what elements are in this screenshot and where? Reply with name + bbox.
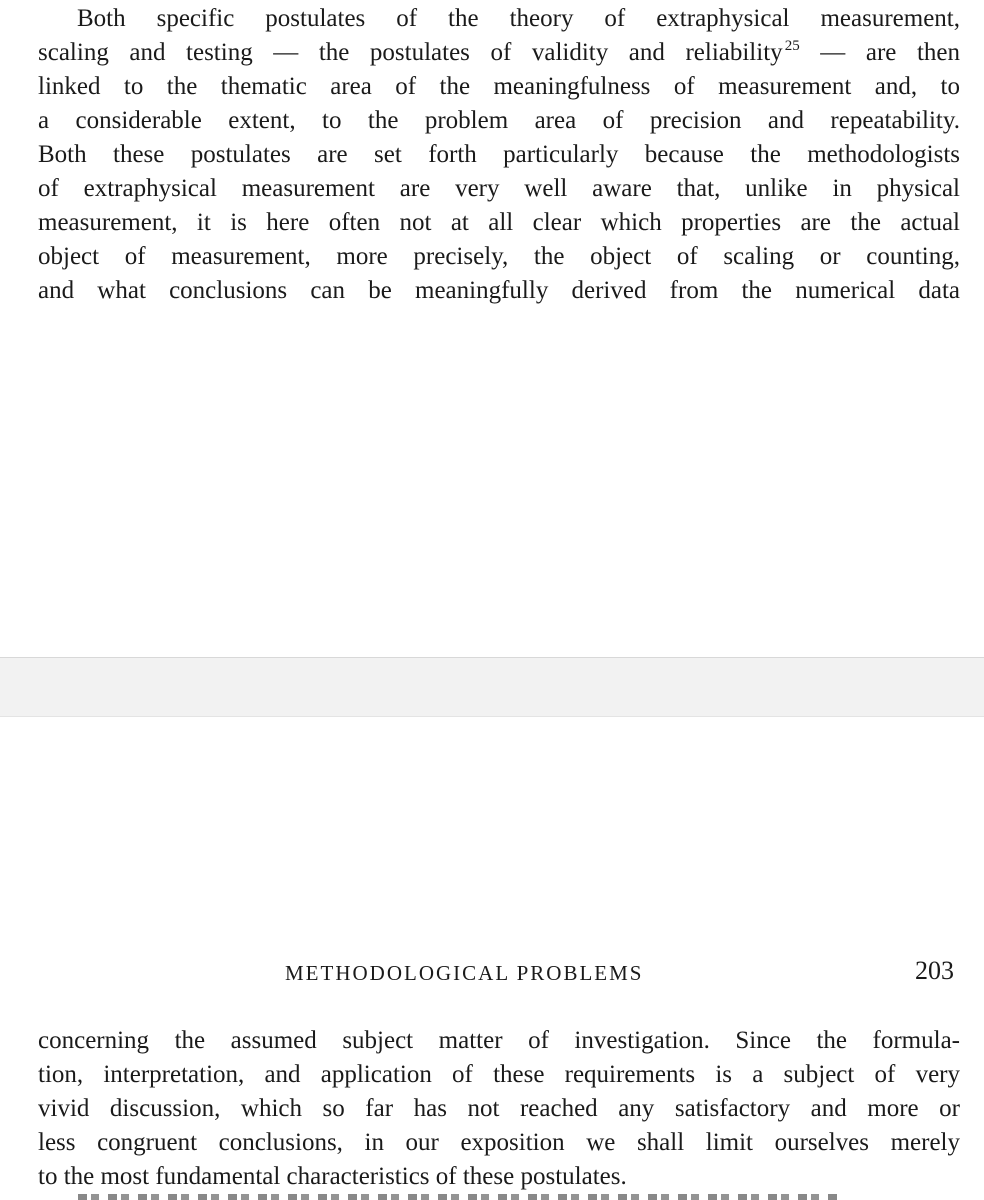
paragraph-line: and what conclusions can be meaningfully derived from the numerical data	[38, 277, 960, 304]
page-number: 203	[915, 956, 954, 985]
paragraph-line: measurement, it is here often not at all clear which properties are the actual	[38, 209, 960, 236]
paragraph-line: vivid discussion, which so far has not reached any satisfactory and more or	[38, 1095, 960, 1122]
footnote-reference[interactable]: 25	[784, 38, 800, 54]
paragraph-line: Both specific postulates of the theory of extraphysical measurement,	[77, 5, 960, 32]
paragraph-line: linked to the thematic area of the meaningfulness of measurement and, to	[38, 73, 960, 100]
paragraph-line: concerning the assumed subject matter of investigation. Since the formula-	[38, 1027, 960, 1054]
paragraph-line: tion, interpretation, and application of these requirements is a subject of very	[38, 1061, 960, 1088]
paragraph-line: of extraphysical measurement are very well aware that, unlike in physical	[38, 175, 960, 202]
paragraph-line: object of measurement, more precisely, the object of scaling or counting,	[38, 243, 960, 270]
paragraph-line: Both these postulates are set forth particularly because the methodologists	[38, 141, 960, 168]
paragraph-line: scaling and testing — the postulates of validity and reliability $^{25}$ — are then	[38, 38, 960, 66]
paragraph-line: less congruent conclusions, in our exposition we shall limit ourselves merely	[38, 1129, 960, 1156]
cut-off-text-line	[38, 1184, 960, 1200]
paragraph-line: a considerable extent, to the problem area of precision and repeatability.	[38, 107, 960, 134]
page-separator	[0, 657, 984, 717]
running-title: METHODOLOGICAL PROBLEMS	[285, 961, 644, 985]
paragraph-line: to the most fundamental characteristics of these postulates.	[38, 1163, 627, 1190]
running-header	[0, 952, 984, 992]
